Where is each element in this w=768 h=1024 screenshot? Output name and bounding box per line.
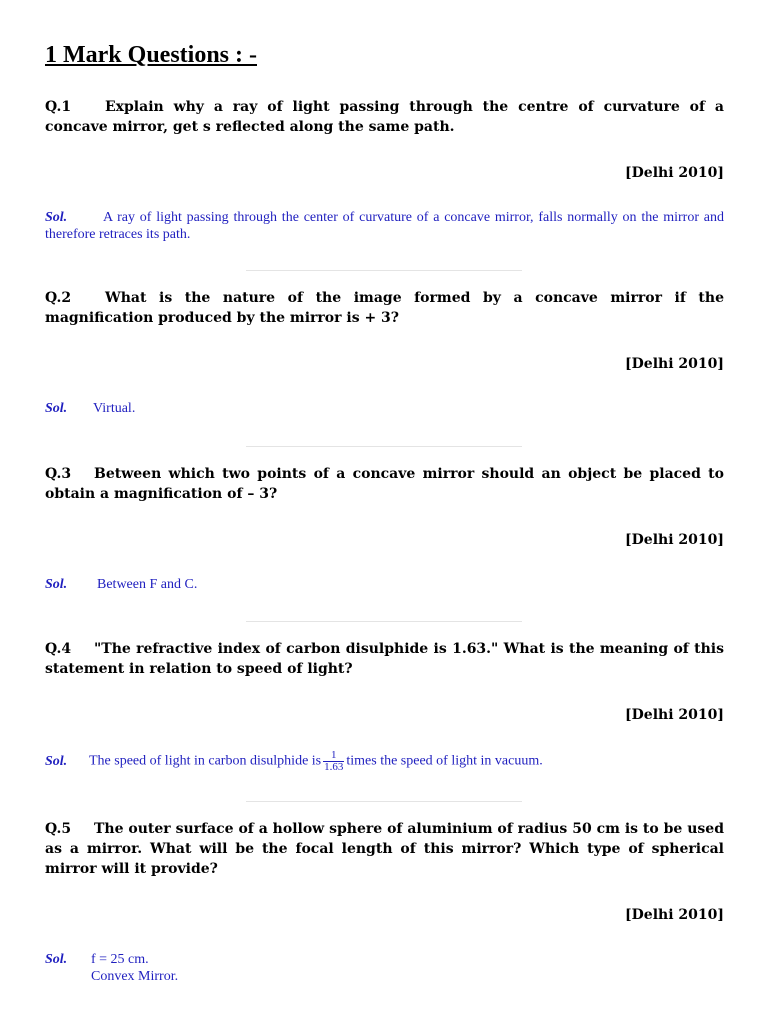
question-number: Q.4 xyxy=(45,641,72,657)
fraction xyxy=(323,750,344,773)
question-number: Q.5 xyxy=(45,821,72,837)
sol-label: Sol. xyxy=(45,210,68,225)
question-number: Q.1 xyxy=(45,99,72,115)
question-4 xyxy=(45,639,724,679)
question-number: Q.3 xyxy=(45,466,72,482)
answer-3 xyxy=(45,576,724,593)
question-text: Between which two points of a concave mirror should an object be placed to obtain a magnification of – 3? xyxy=(45,466,724,502)
question-source: [Delhi 2010] xyxy=(625,532,724,548)
answer-text: f = 25 cm. xyxy=(91,952,149,967)
question-text: The outer surface of a hollow sphere of aluminium of radius 50 cm is to be used as a mirror. What will be the focal length of this mirror? Which type of spherical mirror will it provide? xyxy=(45,821,724,877)
sol-label: Sol. xyxy=(45,577,68,592)
sol-label: Sol. xyxy=(45,401,68,416)
page-title: 1 Mark Questions : - xyxy=(45,42,257,68)
question-1 xyxy=(45,97,724,137)
answer-text: Virtual. xyxy=(93,401,136,416)
answer-text: times the speed of light in vacuum. xyxy=(346,753,543,769)
answer-2 xyxy=(45,400,724,417)
answer-4 xyxy=(45,750,724,773)
sol-label: Sol. xyxy=(45,952,68,967)
divider xyxy=(246,801,522,802)
question-source: [Delhi 2010] xyxy=(625,356,724,372)
sol-label: Sol. xyxy=(45,753,68,769)
question-source: [Delhi 2010] xyxy=(625,707,724,723)
divider xyxy=(246,621,522,622)
question-source: [Delhi 2010] xyxy=(625,907,724,923)
question-5 xyxy=(45,819,724,879)
fraction-numerator: 1 xyxy=(323,750,344,762)
question-text: "The refractive index of carbon disulphide is 1.63." What is the meaning of this statement in relation to speed of light? xyxy=(45,641,724,677)
divider xyxy=(246,270,522,271)
question-text: What is the nature of the image formed by a concave mirror if the magnification produced by the mirror is + 3? xyxy=(45,290,724,326)
question-number: Q.2 xyxy=(45,290,72,306)
answer-text: Convex Mirror. xyxy=(91,969,179,984)
divider xyxy=(246,446,522,447)
question-2 xyxy=(45,288,724,328)
question-text: Explain why a ray of light passing through the centre of curvature of a concave mirror, get s reflected along the same path. xyxy=(45,99,724,135)
answer-5 xyxy=(45,951,724,985)
fraction-denominator: 1.63 xyxy=(324,761,344,773)
question-source: [Delhi 2010] xyxy=(625,165,724,181)
answer-1 xyxy=(45,209,724,243)
answer-text: Between F and C. xyxy=(97,577,198,592)
answer-text: The speed of light in carbon disulphide is xyxy=(89,753,322,769)
answer-text: A ray of light passing through the center of curvature of a concave mirror, falls normally on the mirror and therefore retraces its path. xyxy=(45,210,724,242)
question-3 xyxy=(45,464,724,504)
